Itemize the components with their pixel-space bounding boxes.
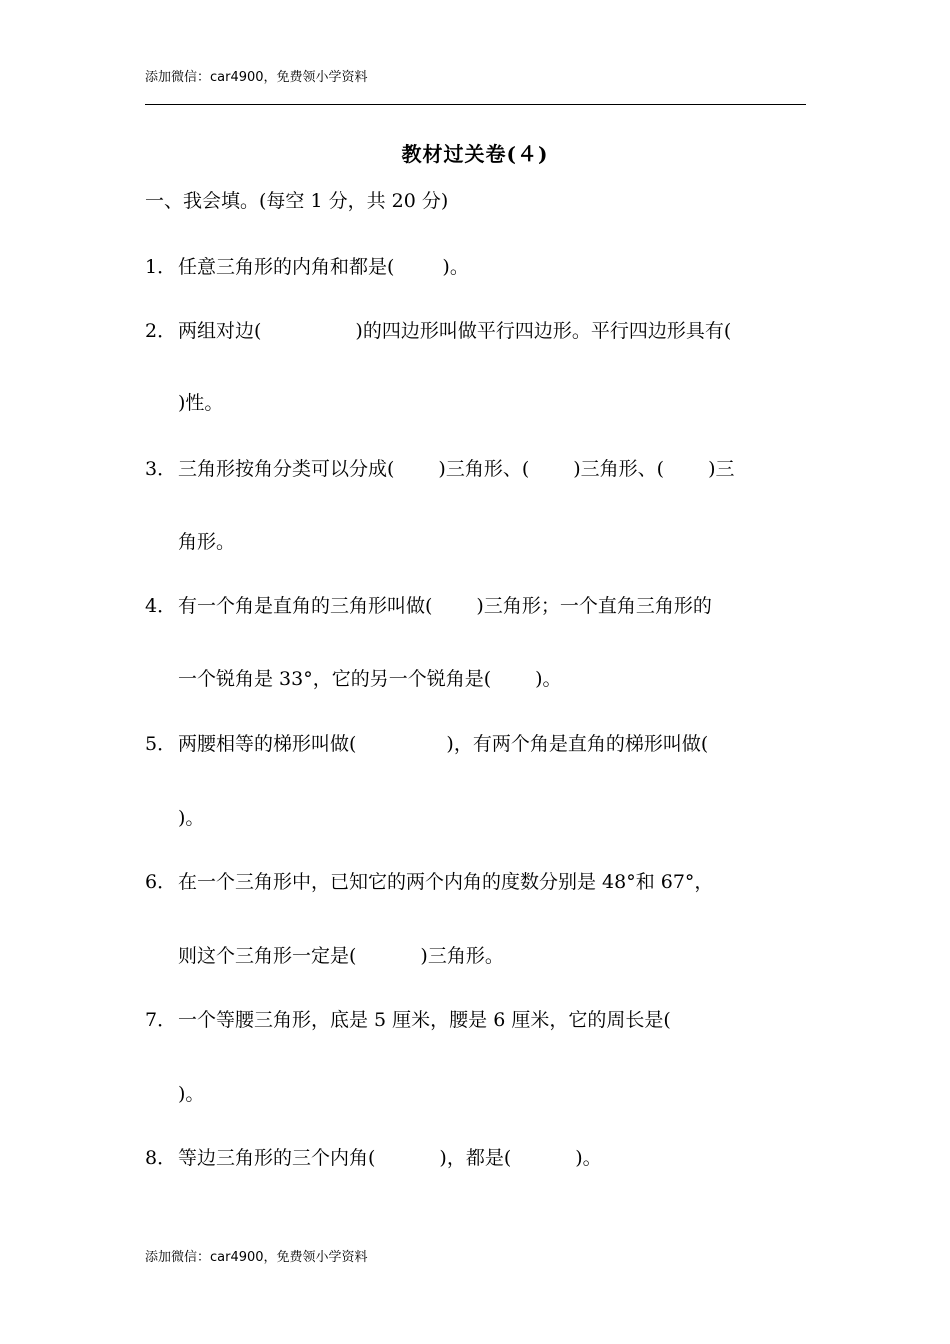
question-text: 一个锐角是 33°，它的另一个锐角是( bbox=[178, 668, 492, 690]
question-number: 8． bbox=[145, 1147, 177, 1169]
question-number: 1． bbox=[145, 256, 177, 278]
question-text: 等边三角形的三个内角( bbox=[178, 1147, 376, 1169]
page-header: 添加微信：car4900，免费领小学资料 bbox=[145, 70, 368, 85]
question-text: )。 bbox=[442, 256, 469, 278]
header-rule bbox=[145, 104, 806, 105]
question-text: 一个等腰三角形，底是 5 厘米，腰是 6 厘米，它的周长是( bbox=[178, 1009, 671, 1031]
question-number: 6． bbox=[145, 871, 177, 893]
page-footer: 添加微信：car4900，免费领小学资料 bbox=[145, 1250, 368, 1265]
question-number: 5． bbox=[145, 733, 177, 755]
question-text: )三角形。 bbox=[420, 945, 504, 967]
question-number: 3． bbox=[145, 458, 177, 480]
question-text: 两组对边( bbox=[178, 320, 262, 342]
question-2-cont bbox=[178, 388, 223, 415]
question-text: 则这个三角形一定是( bbox=[178, 945, 357, 967]
question-text: 任意三角形的内角和都是( bbox=[178, 256, 395, 278]
question-2 bbox=[145, 316, 731, 343]
question-text: 两腰相等的梯形叫做( bbox=[178, 733, 357, 755]
question-7 bbox=[145, 1005, 671, 1032]
question-text: )，有两个角是直角的梯形叫做( bbox=[446, 733, 709, 755]
question-number: 7． bbox=[145, 1009, 177, 1031]
question-text: )。 bbox=[575, 1147, 602, 1169]
question-8 bbox=[145, 1143, 602, 1170]
question-6-cont bbox=[178, 941, 504, 968]
question-text: )三 bbox=[708, 458, 735, 480]
question-text: )。 bbox=[178, 1083, 205, 1105]
question-3-cont bbox=[178, 527, 235, 554]
question-6 bbox=[145, 867, 713, 894]
question-4 bbox=[145, 591, 712, 618]
question-text: )性。 bbox=[178, 392, 224, 414]
question-text: )的四边形叫做平行四边形。平行四边形具有( bbox=[355, 320, 732, 342]
question-text: 三角形按角分类可以分成( bbox=[178, 458, 395, 480]
question-7-cont bbox=[178, 1079, 204, 1106]
question-text: )三角形、( bbox=[438, 458, 530, 480]
question-text: )，都是( bbox=[439, 1147, 512, 1169]
question-text: )。 bbox=[535, 668, 562, 690]
question-text: )三角形；一个直角三角形的 bbox=[476, 595, 712, 617]
question-4-cont bbox=[178, 664, 562, 691]
question-number: 4． bbox=[145, 595, 177, 617]
question-text: 角形。 bbox=[178, 531, 236, 553]
question-number: 2． bbox=[145, 320, 177, 342]
question-text: )。 bbox=[178, 807, 205, 829]
question-5 bbox=[145, 729, 708, 756]
question-text: 在一个三角形中，已知它的两个内角的度数分别是 48°和 67°， bbox=[178, 871, 714, 893]
page-title: 教材过关卷(４) bbox=[401, 142, 549, 166]
question-text: 有一个角是直角的三角形叫做( bbox=[178, 595, 433, 617]
question-5-cont bbox=[178, 803, 204, 830]
section-heading: 一、我会填。(每空 1 分，共 20 分) bbox=[145, 190, 449, 212]
question-text: )三角形、( bbox=[573, 458, 665, 480]
question-3 bbox=[145, 454, 735, 481]
question-1 bbox=[145, 252, 469, 279]
